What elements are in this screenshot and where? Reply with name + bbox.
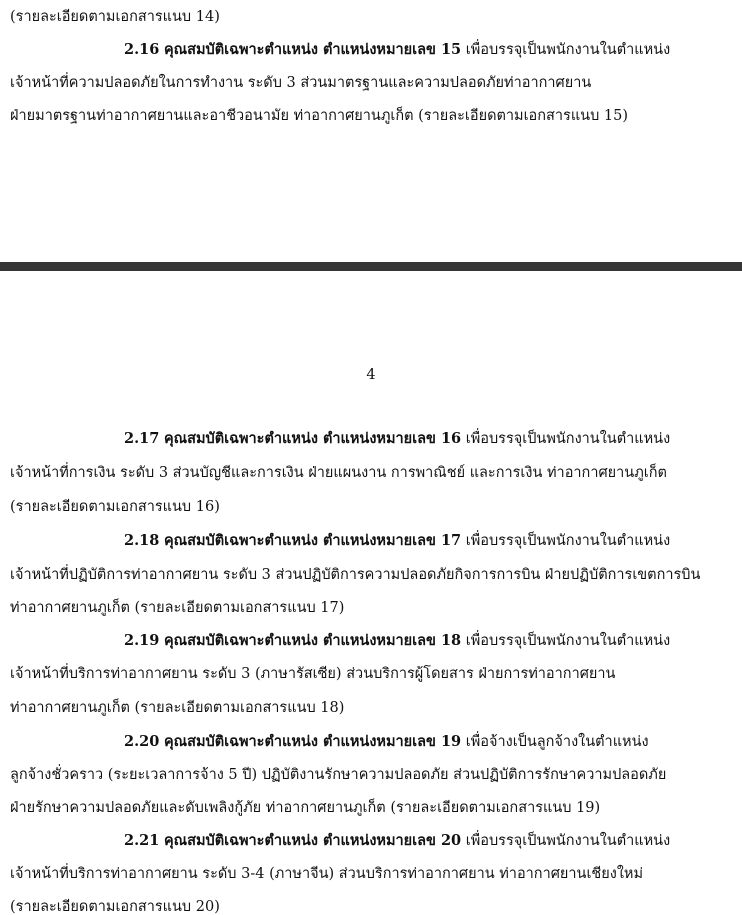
section-2-17-line-3: (รายละเอียดตามเอกสารแนบ 16) <box>10 499 220 515</box>
section-2-17-line-2: เจ้าหน้าที่การเงิน ระดับ 3 ส่วนบัญชีและการเงิน ฝ่ายแผนงาน การพาณิชย์ และการเงิน ท่าอากาศยานภูเก็ต <box>10 465 667 481</box>
section-number: 2.20 <box>124 733 160 750</box>
section-heading: คุณสมบัติเฉพาะตำแหน่ง ตำแหน่งหมายเลข 18 <box>163 632 462 649</box>
section-number: 2.17 <box>124 430 160 447</box>
section-2-16-line-2: เจ้าหน้าที่ความปลอดภัยในการทำงาน ระดับ 3 ส่วนมาตรฐานและความปลอดภัยท่าอากาศยาน <box>10 75 592 91</box>
section-intro: เพื่อบรรจุเป็นพนักงานในตำแหน่ง <box>465 42 671 58</box>
page-divider <box>0 262 742 271</box>
section-2-16-line-3: ฝ่ายมาตรฐานท่าอากาศยานและอาชีวอนามัย ท่าอากาศยานภูเก็ต (รายละเอียดตามเอกสารแนบ 15) <box>10 108 628 124</box>
section-2-19-first-line <box>124 631 670 651</box>
document-page-4 <box>0 271 742 915</box>
section-heading: คุณสมบัติเฉพาะตำแหน่ง ตำแหน่งหมายเลข 20 <box>163 832 462 849</box>
section-2-20-line-2: ลูกจ้างชั่วคราว (ระยะเวลาการจ้าง 5 ปี) ปฏิบัติงานรักษาความปลอดภัย ส่วนปฏิบัติการรักษาความปลอดภัย <box>10 767 667 783</box>
section-intro: เพื่อบรรจุเป็นพนักงานในตำแหน่ง <box>465 431 671 447</box>
attachment-reference-14: (รายละเอียดตามเอกสารแนบ 14) <box>10 9 220 25</box>
section-number: 2.16 <box>124 41 160 58</box>
section-2-18-line-2: เจ้าหน้าที่ปฏิบัติการท่าอากาศยาน ระดับ 3 ส่วนปฏิบัติการความปลอดภัยกิจการการบิน ฝ่ายปฏิบัติการเขตการบิน <box>10 567 701 583</box>
section-2-18-first-line <box>124 531 670 551</box>
section-heading: คุณสมบัติเฉพาะตำแหน่ง ตำแหน่งหมายเลข 19 <box>163 733 462 750</box>
section-heading: คุณสมบัติเฉพาะตำแหน่ง ตำแหน่งหมายเลข 17 <box>163 532 462 549</box>
section-2-17-first-line <box>124 429 670 449</box>
section-2-21-line-2: เจ้าหน้าที่บริการท่าอากาศยาน ระดับ 3-4 (ภาษาจีน) ส่วนบริการท่าอากาศยาน ท่าอากาศยานเชียงใหม่ <box>10 866 644 882</box>
section-number: 2.18 <box>124 532 160 549</box>
section-intro: เพื่อจ้างเป็นลูกจ้างในตำแหน่ง <box>465 734 649 750</box>
section-intro: เพื่อบรรจุเป็นพนักงานในตำแหน่ง <box>465 633 671 649</box>
section-2-21-first-line <box>124 831 670 851</box>
section-2-20-first-line <box>124 732 649 752</box>
section-heading: คุณสมบัติเฉพาะตำแหน่ง ตำแหน่งหมายเลข 15 <box>163 41 462 58</box>
section-number: 2.19 <box>124 632 160 649</box>
section-intro: เพื่อบรรจุเป็นพนักงานในตำแหน่ง <box>465 833 671 849</box>
section-2-20-line-3: ฝ่ายรักษาความปลอดภัยและดับเพลิงกู้ภัย ท่าอากาศยานภูเก็ต (รายละเอียดตามเอกสารแนบ 19) <box>10 800 601 816</box>
section-2-16-first-line <box>124 40 670 60</box>
document-page-previous <box>0 0 742 262</box>
section-intro: เพื่อบรรจุเป็นพนักงานในตำแหน่ง <box>465 533 671 549</box>
section-2-18-line-3: ท่าอากาศยานภูเก็ต (รายละเอียดตามเอกสารแนบ 17) <box>10 600 345 616</box>
section-number: 2.21 <box>124 832 160 849</box>
page-number: 4 <box>366 367 376 383</box>
section-2-21-line-3: (รายละเอียดตามเอกสารแนบ 20) <box>10 899 220 915</box>
section-heading: คุณสมบัติเฉพาะตำแหน่ง ตำแหน่งหมายเลข 16 <box>163 430 462 447</box>
section-2-19-line-3: ท่าอากาศยานภูเก็ต (รายละเอียดตามเอกสารแนบ 18) <box>10 700 345 716</box>
section-2-19-line-2: เจ้าหน้าที่บริการท่าอากาศยาน ระดับ 3 (ภาษารัสเซีย) ส่วนบริการผู้โดยสาร ฝ่ายการท่าอากาศยาน <box>10 666 616 682</box>
